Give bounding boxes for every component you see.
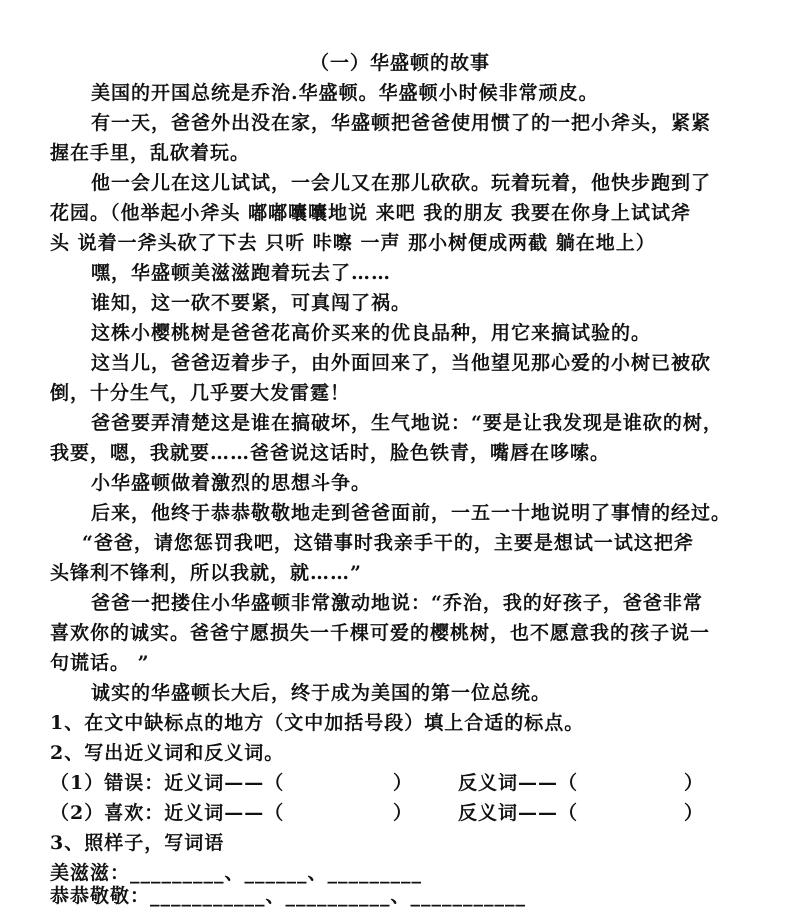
paragraph-line: 他一会儿在这儿试试，一会儿又在那儿砍砍。玩着玩着，他快步跑到了 xyxy=(91,172,712,194)
paragraph-line: 爸爸要弄清楚这是谁在搞破坏，生气地说：“要是让我发现是谁砍的树， xyxy=(91,412,723,434)
q2-2-antonym-label: 反义词——（ xyxy=(458,802,579,824)
paragraph-line: 这株小樱桃树是爸爸花高价买来的优良品种，用它来搞试验的。 xyxy=(91,322,652,344)
paragraph-line: 谁知，这一砍不要紧，可真闯了祸。 xyxy=(91,292,412,314)
paragraph-line: 诚实的华盛顿长大后，终于成为美国的第一位总统。 xyxy=(91,682,552,704)
paragraph-line: 喜欢你的诚实。爸爸宁愿损失一千棵可爱的樱桃树，也不愿意我的孩子说一 xyxy=(50,622,711,644)
paragraph-line: 美国的开国总统是乔治.华盛顿。华盛顿小时候非常顽皮。 xyxy=(91,82,599,104)
paragraph-line: 头锋利不锋利，所以我就，就……” xyxy=(50,562,362,584)
q2-2-synonym-close: ） xyxy=(393,802,414,824)
story-title: （一）华盛顿的故事 xyxy=(309,52,490,74)
q3-example-meizizi: 美滋滋：_________、______、_________ xyxy=(50,862,423,884)
paragraph-line: 句谎话。 ” xyxy=(50,652,150,674)
paragraph-line: 有一天，爸爸外出没在家，华盛顿把爸爸使用惯了的一把小斧头，紧紧 xyxy=(91,112,712,134)
paragraph-line: 我要，嗯，我就要……爸爸说这话时，脸色铁青，嘴唇在哆嗦。 xyxy=(50,442,611,464)
question-1: 1、在文中缺标点的地方（文中加括号段）填上合适的标点。 xyxy=(50,712,585,734)
q2-2-antonym-close: ） xyxy=(684,802,705,824)
paragraph-line: 后来，他终于恭恭敬敬地走到爸爸面前，一五一十地说明了事情的经过。 xyxy=(91,502,732,524)
q2-1-antonym-label: 反义词——（ xyxy=(458,772,579,794)
paragraph-line: 倒，十分生气，几乎要大发雷霆！ xyxy=(50,382,351,404)
q2-1-antonym-close: ） xyxy=(684,772,705,794)
paragraph-line: 握在手里，乱砍着玩。 xyxy=(50,142,251,164)
paragraph-line: 这当儿，爸爸迈着步子，由外面回来了，当他望见那心爱的小树已被砍 xyxy=(91,352,712,374)
paragraph-line: 小华盛顿做着激烈的思想斗争。 xyxy=(91,472,372,494)
q2-1-synonym-label: （1）错误：近义词——（ xyxy=(50,772,285,794)
paragraph-line: “爸爸，请您惩罚我吧，这错事时我亲手干的，主要是想试一试这把斧 xyxy=(82,532,694,554)
paragraph-line: 嘿，华盛顿美滋滋跑着玩去了…… xyxy=(91,262,392,284)
paragraph-line: 花园。（他举起小斧头 嘟嘟囔囔地说 来吧 我的朋友 我要在你身上试试斧 xyxy=(50,202,691,224)
q2-2-synonym-label: （2）喜欢：近义词——（ xyxy=(50,802,285,824)
q3-example-gonggongjingjing: 恭恭敬敬：___________、__________、___________ xyxy=(50,885,527,907)
paragraph-line: 爸爸一把搂住小华盛顿非常激动地说：“乔治，我的好孩子，爸爸非常 xyxy=(91,592,703,614)
paragraph-line: 头 说着一斧头砍了下去 只听 咔嚓 一声 那小树便成两截 躺在地上） xyxy=(50,232,656,254)
question-2: 2、写出近义词和反义词。 xyxy=(50,742,285,764)
q2-1-synonym-close: ） xyxy=(393,772,414,794)
question-3: 3、照样子，写词语 xyxy=(50,832,225,854)
